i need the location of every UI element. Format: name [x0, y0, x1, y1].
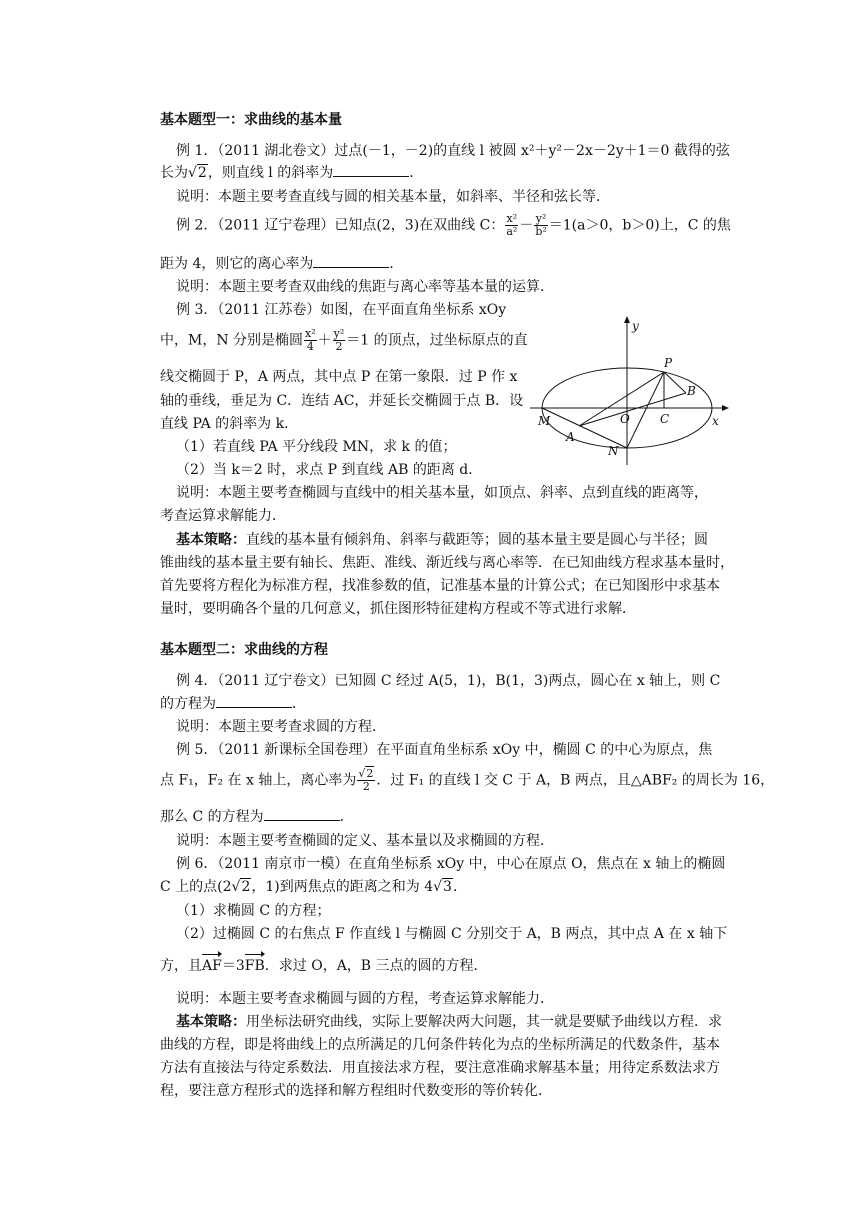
- label-x: x: [712, 414, 719, 428]
- ex3-line5: 直线 PA 的斜率为 k．: [160, 416, 299, 432]
- ex6-line3: 方，且AF＝3FB．求过 O，A，B 三点的圆的方程．: [160, 958, 488, 974]
- ex4-note: 说明：本题主要考查求圆的方程．: [176, 719, 386, 735]
- ex6-question2: （2）过椭圆 C 的右焦点 F 作直线 l 与椭圆 C 分别交于 A，B 两点，其中点 A 在 x 轴下: [176, 926, 728, 942]
- ex5-line2: 点 F₁，F₂ 在 x 轴上，离心率为 $\frac{√2}{2}$ ．过 F₁ 的直线 l 交 C 于 A，B 两点，且△ABF₂ 的周长为 16，: [160, 767, 775, 793]
- sqrt-2b: 2: [241, 879, 251, 895]
- strategy2-label: 基本策略：: [176, 1014, 246, 1030]
- sqrt-2: 2: [197, 165, 207, 181]
- ex2-line2: 距为 4，则它的离心率为 ．: [160, 256, 404, 272]
- answer-blank-1[interactable]: [333, 163, 409, 177]
- line-MN: [542, 408, 627, 448]
- answer-blank-5[interactable]: [264, 807, 340, 821]
- fraction-sqrt2-2: $\frac{√2}{2}$: [358, 767, 374, 793]
- label-C: C: [660, 412, 670, 426]
- strategy1-line2: 锥曲线的基本量主要有轴长、焦距、准线、渐近线与离心率等．在已知曲线方程求基本量时，: [160, 555, 734, 571]
- ex2-line1: 例 2．（2011 辽宁卷理）已知点(2，3)在双曲线 C： $\frac{\text{x²}}{\text{a²}}$ － $\frac{\text{y²}}{\text{b²}}$ ＝1(a＞0，b＞0)上，C 的焦: [176, 212, 731, 238]
- fraction-x2-a2: $\frac{\text{x²}}{\text{a²}}$: [506, 212, 518, 238]
- vector-FB: FB: [244, 958, 265, 974]
- ex3-line2: 中，M，N 分别是椭圆 $\frac{\text{x²}}{4}$ ＋ $\frac{\text{y²}}{2}$ ＝1 的顶点，过坐标原点的直: [160, 327, 528, 353]
- y-axis-arrow-icon: [624, 316, 630, 323]
- label-A: A: [566, 430, 575, 444]
- ex3-note2: 考查运算求解能力．: [160, 508, 286, 524]
- vector-AF: AF: [202, 958, 222, 974]
- ex5-line3: 那么 C 的方程为 ．: [160, 809, 354, 825]
- strategy2-line2: 曲线的方程，即是将曲线上的点所满足的几何条件转化为点的坐标所满足的代数条件，基本: [160, 1037, 720, 1053]
- strategy2-line3: 方法有直接法与待定系数法．用直接法求方程，要注意准确求解基本量；用待定系数法求方: [160, 1060, 720, 1076]
- ex5-line1: 例 5．（2011 新课标全国卷理）在平面直角坐标系 xOy 中，椭圆 C 的中心为原点，焦: [176, 742, 713, 758]
- ex3-line3: 线交椭圆于 P，A 两点，其中点 P 在第一象限．过 P 作 x: [160, 369, 518, 385]
- label-M: M: [538, 414, 551, 428]
- strategy1-line4: 量时，要明确各个量的几何意义，抓住图形特征建构方程或不等式进行求解．: [160, 601, 636, 617]
- strategy1-label: 基本策略：: [176, 532, 246, 548]
- sqrt-3: 3: [443, 879, 452, 895]
- ex3-line4: 轴的垂线，垂足为 C．连结 AC，并延长交椭圆于点 B．设: [160, 393, 524, 409]
- ex1-note: 说明：本题主要考查直线与圆的相关基本量，如斜率、半径和弦长等．: [176, 189, 610, 205]
- ex2-note: 说明：本题主要考查双曲线的焦距与离心率等基本量的运算．: [176, 279, 554, 295]
- label-y: y: [632, 319, 639, 333]
- label-B: B: [687, 384, 696, 398]
- label-P: P: [664, 356, 673, 370]
- ex6-note: 说明：本题主要考查求椭圆与圆的方程，考查运算求解能力．: [176, 991, 554, 1007]
- ex1-line2: 长为√2，则直线 l 的斜率为 ．: [160, 165, 424, 181]
- ex3-line1: 例 3．（2011 江苏卷）如图，在平面直角坐标系 xOy: [176, 302, 507, 318]
- section2-title: 基本题型二：求曲线的方程: [160, 642, 328, 658]
- fraction-y2-b2: $\frac{\text{y²}}{\text{b²}}$: [535, 212, 547, 238]
- fraction-x2-4: $\frac{\text{x²}}{4}$: [305, 327, 316, 353]
- ex1-line1: 例 1．（2011 湖北卷文）过点(－1，－2)的直线 l 被圆 x²＋y²－2x－2y＋1＝0 截得的弦: [176, 143, 730, 159]
- ex5-note: 说明：本题主要考查椭圆的定义、基本量以及求椭圆的方程．: [176, 833, 554, 849]
- ex3-note1: 说明：本题主要考查椭圆与直线中的相关基本量，如顶点、斜率、点到直线的距离等，: [176, 485, 708, 501]
- ex4-line2: 的方程为 ．: [160, 696, 306, 712]
- answer-blank-2[interactable]: [313, 254, 389, 268]
- strategy1-line3: 首先要将方程化为标准方程，找准参数的值，记准基本量的计算公式；在已知图形中求基本: [160, 578, 720, 594]
- x-axis-arrow-icon: [722, 405, 729, 411]
- ex6-line2: C 上的点(2√2，1)到两焦点的距离之和为 4√3．: [160, 879, 467, 895]
- fraction-y2-2: $\frac{\text{y²}}{2}$: [333, 327, 345, 353]
- answer-blank-4[interactable]: [216, 694, 292, 708]
- label-N: N: [608, 444, 619, 458]
- ex6-line1: 例 6．（2011 南京市一模）在直角坐标系 xOy 中，中心在原点 O，焦点在 x 轴上的椭圆: [176, 856, 726, 872]
- strategy2-line4: 程，要注意方程形式的选择和解方程组时代数变形的等价转化．: [160, 1083, 552, 1099]
- ex3-question1: （1）若直线 PA 平分线段 MN，求 k 的值；: [176, 439, 457, 455]
- ex6-question1: （1）求椭圆 C 的方程；: [176, 903, 331, 919]
- label-O: O: [620, 412, 630, 426]
- ex4-line1: 例 4．（2011 辽宁卷文）已知圆 C 经过 A(5，1)，B(1，3)两点，圆心在 x 轴上，则 C: [176, 673, 721, 689]
- strategy1-line1: 基本策略：直线的基本量有倾斜角、斜率与截距等；圆的基本量主要是圆心与半径；圆: [176, 532, 708, 548]
- ellipse-figure: [524, 313, 734, 473]
- ex3-question2: （2）当 k＝2 时，求点 P 到直线 AB 的距离 d．: [176, 462, 483, 478]
- line-AB: [579, 393, 686, 426]
- section1-title: 基本题型一：求曲线的基本量: [160, 112, 342, 128]
- strategy2-line1: 基本策略：用坐标法研究曲线，实际上要解决两大问题，其一就是要赋予曲线以方程．求: [176, 1014, 722, 1030]
